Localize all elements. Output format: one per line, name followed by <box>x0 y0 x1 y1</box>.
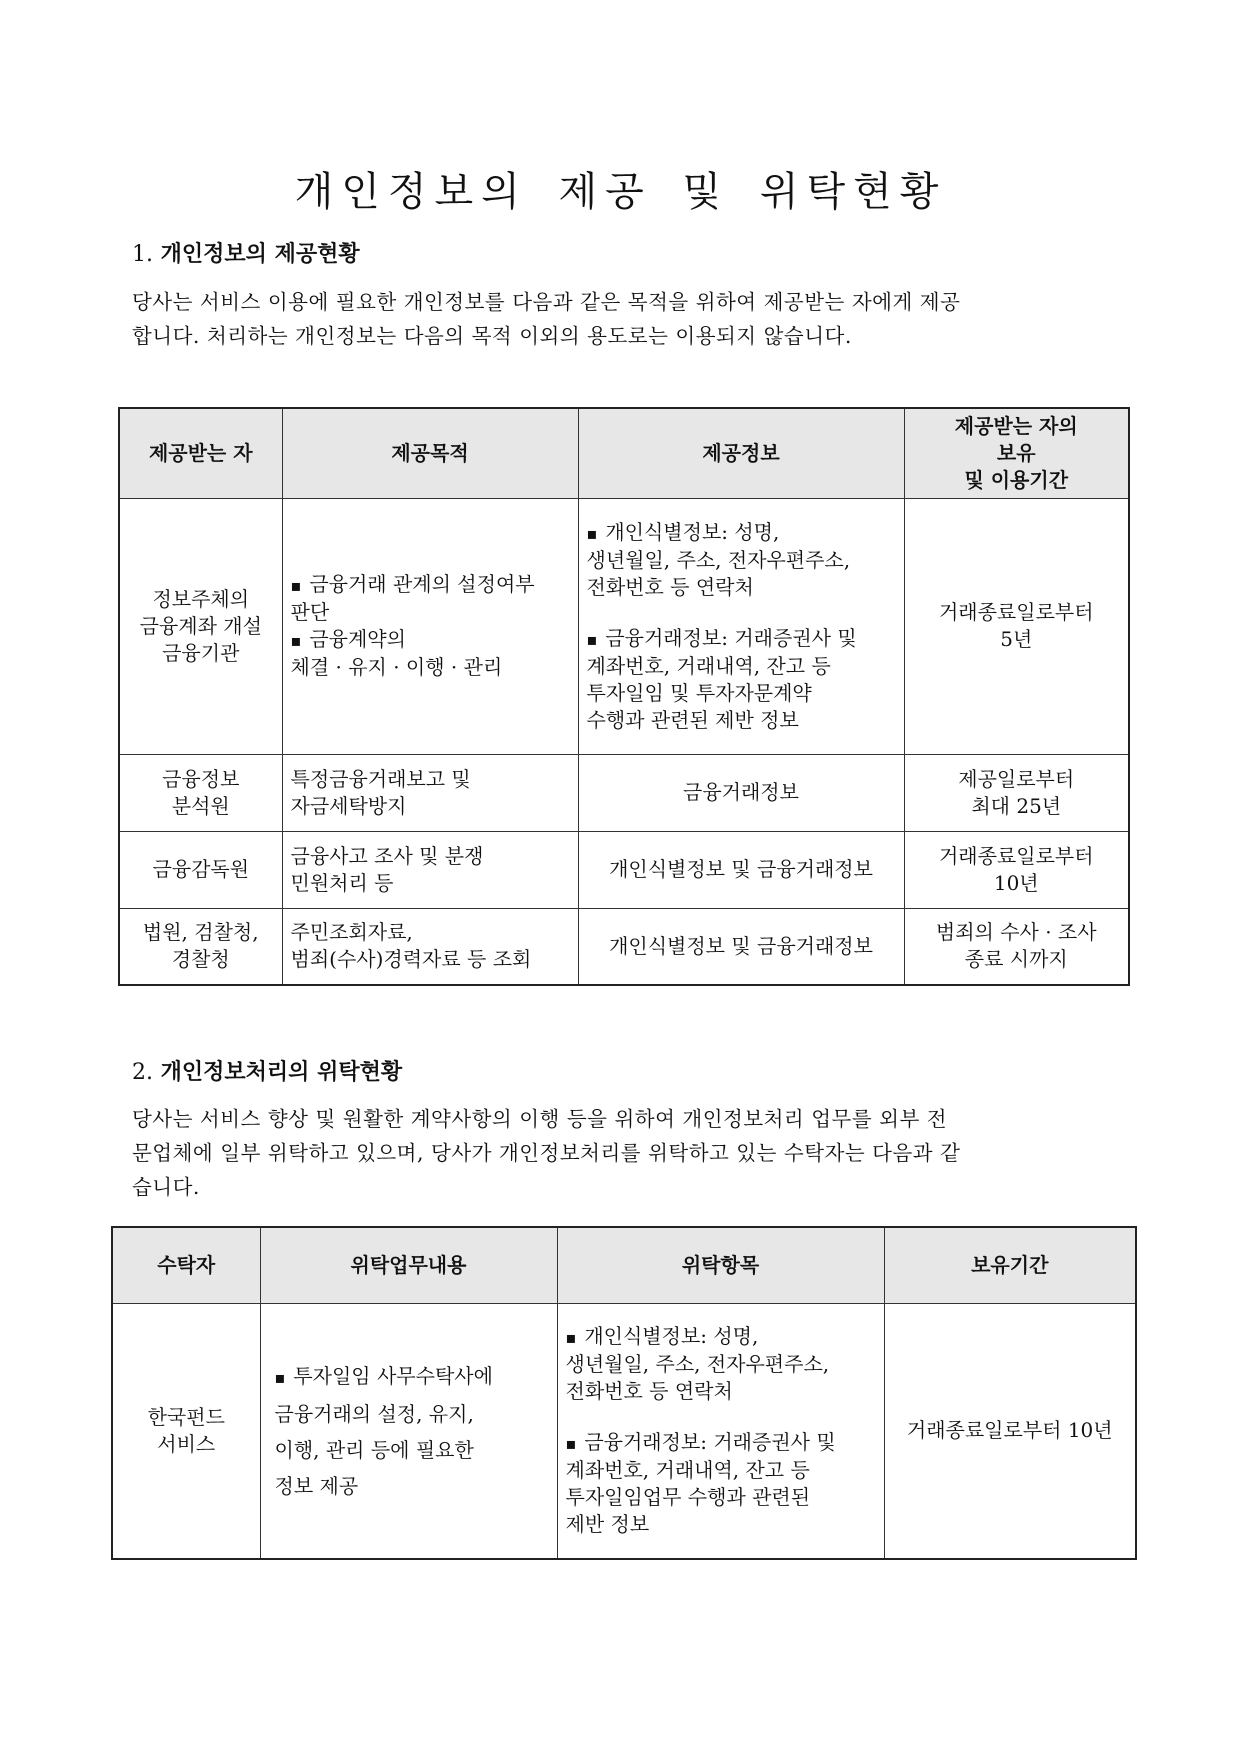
info-cell <box>578 498 904 754</box>
section2-para-line3: 습니다. <box>132 1175 200 1199</box>
provision-table <box>118 407 1130 986</box>
info-bullet: ▪ 개인식별정보: 성명, <box>587 519 896 547</box>
info-line: 수행과 관련된 제반 정보 <box>586 707 799 732</box>
purpose-line: 금융사고 조사 및 분쟁 <box>290 843 484 868</box>
header-info: 제공정보 <box>578 408 904 498</box>
period-cell <box>904 754 1129 831</box>
items-line: 제반 정보 <box>565 1512 650 1537</box>
table-row <box>119 908 1129 985</box>
period-line: 종료 시까지 <box>964 947 1068 972</box>
section1-heading <box>132 237 360 268</box>
task-line: 이행, 관리 등에 필요한 <box>274 1437 474 1462</box>
items-cell <box>557 1303 884 1559</box>
table-row <box>119 498 1129 754</box>
section1-number: 1. <box>132 242 153 267</box>
task-line: 금융거래의 설정, 유지, <box>274 1401 474 1426</box>
section1-paragraph <box>132 285 1112 353</box>
period-line: 범죄의 수사 · 조사 <box>935 920 1097 945</box>
header-items: 위탁항목 <box>557 1227 884 1303</box>
purpose-line: 주민조회자료, <box>290 920 413 945</box>
header-period-line2: 보유 <box>996 440 1036 465</box>
header-period-line3: 및 이용기간 <box>964 467 1069 492</box>
info-line: 계좌번호, 거래내역, 잔고 등 <box>586 653 831 678</box>
period-line: 10년 <box>993 870 1039 895</box>
entrustment-table <box>111 1226 1137 1560</box>
purpose-line: 자금세탁방지 <box>290 793 407 818</box>
info-line: 생년월일, 주소, 전자우편주소, <box>586 547 851 572</box>
header-trustee: 수탁자 <box>112 1227 260 1303</box>
items-line: 생년월일, 주소, 전자우편주소, <box>565 1352 830 1377</box>
section1-heading-text: 개인정보의 제공현황 <box>160 242 360 267</box>
recipient-line: 금융기관 <box>162 640 240 665</box>
info-cell: 개인식별정보 및 금융거래정보 <box>578 831 904 908</box>
header-period <box>904 408 1129 498</box>
info-line: 투자일임 및 투자자문계약 <box>586 680 812 705</box>
recipient-cell <box>119 754 282 831</box>
purpose-line: 특정금융거래보고 및 <box>290 766 471 791</box>
purpose-cell <box>282 754 578 831</box>
purpose-line: 체결 · 유지 · 이행 · 관리 <box>290 655 503 679</box>
period-line: 제공일로부터 <box>958 766 1075 791</box>
recipient-cell <box>119 498 282 754</box>
recipient-cell: 금융감독원 <box>119 831 282 908</box>
items-line: 투자일임업무 수행과 관련된 <box>565 1485 811 1510</box>
section2-paragraph <box>132 1102 1112 1204</box>
info-cell: 개인식별정보 및 금융거래정보 <box>578 908 904 985</box>
period-line: 5년 <box>1000 627 1033 651</box>
recipient-cell <box>119 908 282 985</box>
header-purpose: 제공목적 <box>282 408 578 498</box>
info-line: 전화번호 등 연락처 <box>586 574 754 599</box>
purpose-bullet: ▪ 금융거래 관계의 설정여부 <box>291 571 570 599</box>
recipient-line: 금융계좌 개설 <box>139 613 262 638</box>
header-period-line1: 제공받는 자의 <box>954 413 1078 438</box>
task-bullet: ▪ 투자일임 사무수탁사에 <box>275 1358 549 1396</box>
period-cell <box>904 498 1129 754</box>
entrustment-header-row <box>112 1227 1136 1303</box>
trustee-cell <box>112 1303 260 1559</box>
recipient-line: 정보주체의 <box>152 586 250 611</box>
items-bullet: ▪ 개인식별정보: 성명, <box>566 1323 876 1351</box>
purpose-line: 판단 <box>290 600 330 624</box>
table-row <box>119 831 1129 908</box>
info-bullet: ▪ 금융거래정보: 거래증권사 및 <box>587 625 896 653</box>
header-task: 위탁업무내용 <box>260 1227 557 1303</box>
purpose-bullet: ▪ 금융계약의 <box>291 626 570 654</box>
items-bullet: ▪ 금융거래정보: 거래증권사 및 <box>566 1429 876 1457</box>
period-cell <box>904 831 1129 908</box>
task-cell <box>260 1303 557 1559</box>
section2-heading-text: 개인정보처리의 위탁현황 <box>160 1060 403 1085</box>
retention-cell: 거래종료일로부터 10년 <box>884 1303 1136 1559</box>
header-retention: 보유기간 <box>884 1227 1136 1303</box>
purpose-cell <box>282 831 578 908</box>
recipient-line: 분석원 <box>171 793 230 818</box>
period-line: 거래종료일로부터 <box>938 600 1094 624</box>
period-line: 거래종료일로부터 <box>938 843 1094 868</box>
recipient-line: 경찰청 <box>171 947 230 972</box>
items-line: 계좌번호, 거래내역, 잔고 등 <box>565 1458 810 1483</box>
purpose-line: 민원처리 등 <box>290 870 394 895</box>
task-line: 정보 제공 <box>274 1473 359 1498</box>
table-row <box>119 754 1129 831</box>
period-cell <box>904 908 1129 985</box>
section1-para-line2: 합니다. 처리하는 개인정보는 다음의 목적 이외의 용도로는 이용되지 않습니다. <box>132 324 852 348</box>
section2-para-line1: 당사는 서비스 향상 및 원활한 계약사항의 이행 등을 위하여 개인정보처리 업무를 외부 전 <box>132 1107 948 1131</box>
trustee-line: 한국펀드 <box>147 1404 225 1429</box>
items-line: 전화번호 등 연락처 <box>565 1379 733 1404</box>
section2-para-line2: 문업체에 일부 위탁하고 있으며, 당사가 개인정보처리를 위탁하고 있는 수탁자는 다음과 같 <box>132 1141 961 1165</box>
recipient-line: 법원, 검찰청, <box>142 920 259 945</box>
trustee-line: 서비스 <box>157 1431 216 1456</box>
purpose-cell <box>282 908 578 985</box>
provision-header-row <box>119 408 1129 498</box>
recipient-line: 금융정보 <box>162 766 240 791</box>
info-cell: 금융거래정보 <box>578 754 904 831</box>
period-line: 최대 25년 <box>971 793 1062 818</box>
section2-heading <box>132 1055 402 1086</box>
header-recipient: 제공받는 자 <box>119 408 282 498</box>
purpose-cell <box>282 498 578 754</box>
section2-number: 2. <box>132 1060 153 1085</box>
purpose-line: 범죄(수사)경력자료 등 조회 <box>290 947 532 972</box>
table-row <box>112 1303 1136 1559</box>
page-title: 개인정보의 제공 및 위탁현황 <box>294 169 947 215</box>
section1-para-line1: 당사는 서비스 이용에 필요한 개인정보를 다음과 같은 목적을 위하여 제공받는 자에게 제공 <box>132 290 961 314</box>
